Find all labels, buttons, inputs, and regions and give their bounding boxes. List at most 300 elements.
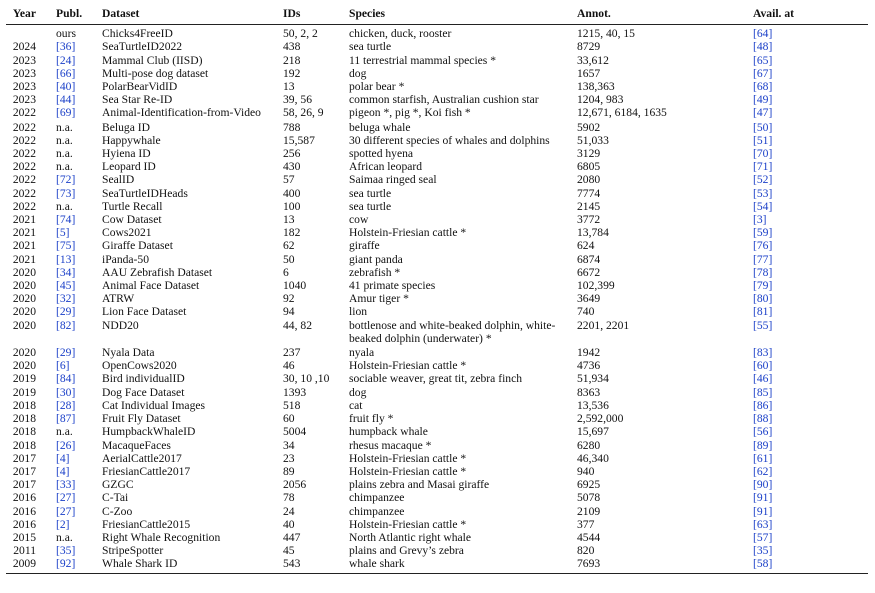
table-row (6, 452, 868, 465)
cell-species: sea turtle (349, 40, 392, 54)
table-row (6, 305, 868, 318)
cell-publ[interactable]: [5] (56, 226, 70, 240)
table-row (6, 531, 868, 544)
cell-ids: 94 (283, 305, 295, 319)
cell-dataset: Cows2021 (102, 226, 152, 240)
cell-publ[interactable]: [32] (56, 292, 76, 306)
cell-species: 41 primate species (349, 279, 436, 293)
cell-species: rhesus macaque * (349, 438, 432, 452)
cell-annot: 377 (577, 517, 595, 531)
cell-year (6, 25, 42, 41)
cell-avail[interactable]: [80] (753, 292, 773, 306)
cell-avail[interactable]: [67] (753, 66, 773, 80)
cell-publ[interactable]: [74] (56, 213, 76, 227)
table-row (6, 239, 868, 252)
cell-avail[interactable]: [52] (753, 173, 773, 187)
cell-ids: 2056 (283, 478, 307, 492)
cell-year: 2020 (12, 305, 36, 319)
cell-publ[interactable]: [27] (56, 504, 76, 518)
cell-dataset: GZGC (102, 478, 134, 492)
cell-ids: 50, 2, 2 (283, 27, 318, 41)
table-row (6, 93, 868, 106)
table-header-row (6, 4, 868, 25)
table-row (6, 425, 868, 438)
header-annot: Annot. (575, 4, 701, 25)
cell-avail[interactable]: [3] (753, 213, 767, 227)
cell-species: humpback whale (349, 425, 428, 439)
cell-avail[interactable]: [57] (753, 530, 773, 544)
cell-publ[interactable]: [66] (56, 66, 76, 80)
cell-annot: 1215, 40, 15 (577, 27, 635, 41)
cell-annot: 8729 (577, 40, 601, 54)
cell-dataset: Mammal Club (IISD) (102, 53, 203, 67)
cell-avail[interactable]: [91] (753, 504, 773, 518)
cell-species: Holstein-Friesian cattle * (349, 464, 467, 478)
cell-dataset: Animal-Identification-from-Video (102, 106, 261, 120)
table-row (6, 106, 868, 120)
cell-ids: 24 (283, 504, 295, 518)
cell-avail[interactable]: [49] (753, 93, 773, 107)
cell-ids: 1040 (283, 279, 307, 293)
table-row (6, 386, 868, 399)
header-year: Year (6, 4, 42, 25)
datasets-table (6, 4, 868, 574)
cell-dataset: Happywhale (102, 133, 161, 147)
cell-dataset: iPanda-50 (102, 252, 150, 266)
cell-publ[interactable]: [24] (56, 53, 76, 67)
cell-species: pigeon *, pig *, Koi fish * (349, 106, 471, 120)
header-publ: Publ. (42, 4, 100, 25)
table-row (6, 253, 868, 266)
cell-species: chicken, duck, rooster (349, 27, 452, 41)
cell-year: 2023 (12, 53, 36, 67)
cell-avail[interactable]: [55] (753, 318, 773, 332)
cell-ids: 543 (281, 557, 347, 573)
table-row (6, 213, 868, 226)
table-row (6, 54, 868, 67)
cell-ids: 192 (283, 66, 301, 80)
cell-species: dog (349, 385, 367, 399)
cell-species: polar bear * (349, 80, 405, 94)
cell-avail[interactable]: [63] (753, 517, 773, 531)
cell-publ[interactable]: [33] (56, 478, 76, 492)
cell-avail[interactable]: [35] (753, 544, 773, 558)
cell-year: 2018 (12, 398, 36, 412)
cell-publ[interactable]: [75] (56, 239, 76, 253)
cell-annot: 6925 (577, 478, 601, 492)
cell-dataset: Bird individualID (102, 372, 185, 386)
cell-dataset: ATRW (102, 292, 135, 306)
cell-year: 2021 (12, 226, 36, 240)
cell-avail[interactable]: [58] (701, 557, 868, 573)
cell-dataset: Lion Face Dataset (102, 305, 187, 319)
cell-avail[interactable]: [79] (753, 279, 773, 293)
cell-ids: 218 (283, 53, 301, 67)
table-row (6, 147, 868, 160)
cell-annot: 1204, 983 (577, 93, 624, 107)
cell-year: 2020 (12, 292, 36, 306)
cell-ids: 39, 56 (283, 93, 312, 107)
cell-ids: 34 (283, 438, 295, 452)
cell-publ[interactable]: [29] (56, 305, 76, 319)
cell-ids: 1393 (283, 385, 307, 399)
cell-publ[interactable]: [34] (56, 265, 76, 279)
cell-ids: 60 (283, 412, 295, 426)
cell-year: 2015 (12, 530, 36, 544)
cell-ids: 40 (283, 517, 295, 531)
cell-avail[interactable]: [54] (753, 199, 773, 213)
cell-annot: 2109 (577, 504, 601, 518)
cell-annot: 6672 (577, 265, 601, 279)
header-dataset: Dataset (100, 4, 281, 25)
cell-publ: n.a. (56, 147, 73, 161)
cell-publ[interactable]: [69] (56, 106, 76, 120)
cell-publ[interactable]: [26] (56, 438, 76, 452)
cell-species: whale shark (347, 557, 575, 573)
cell-publ[interactable]: [13] (56, 252, 76, 266)
cell-dataset: NDD20 (102, 318, 139, 332)
cell-avail[interactable]: [62] (753, 464, 773, 478)
cell-publ[interactable]: [36] (56, 40, 76, 54)
cell-dataset: Leopard ID (102, 160, 156, 174)
cell-dataset: StripeSpotter (102, 544, 164, 558)
cell-publ[interactable]: [45] (56, 279, 76, 293)
cell-species: giant panda (349, 252, 403, 266)
cell-ids: 788 (283, 120, 301, 134)
table-row (6, 544, 868, 557)
cell-species: African leopard (349, 160, 423, 174)
cell-publ[interactable]: [29] (56, 346, 76, 360)
cell-annot: 13,784 (577, 226, 609, 240)
cell-avail[interactable]: [70] (753, 147, 773, 161)
cell-avail[interactable]: [65] (753, 53, 773, 67)
cell-publ: n.a. (56, 425, 73, 439)
cell-year: 2020 (12, 279, 36, 293)
cell-annot: 3772 (577, 213, 601, 227)
table-row (6, 491, 868, 504)
cell-species: plains and Grevy’s zebra (349, 544, 464, 558)
cell-ids: 400 (283, 186, 301, 200)
cell-year: 2020 (12, 318, 36, 332)
cell-dataset: HumpbackWhaleID (102, 425, 196, 439)
cell-dataset: FriesianCattle2015 (102, 517, 191, 531)
table-row (6, 319, 868, 346)
cell-publ[interactable]: [35] (56, 544, 76, 558)
cell-dataset: C-Tai (102, 491, 129, 505)
cell-ids: 237 (283, 346, 301, 360)
cell-year: 2017 (12, 464, 36, 478)
cell-dataset: Sea Star Re-ID (102, 93, 173, 107)
cell-annot: 6280 (577, 438, 601, 452)
cell-ids: 46 (283, 359, 295, 373)
cell-ids: 518 (283, 398, 301, 412)
cell-avail[interactable]: [53] (753, 186, 773, 200)
cell-annot: 4544 (577, 530, 601, 544)
cell-ids: 50 (283, 252, 295, 266)
cell-avail[interactable]: [56] (753, 425, 773, 439)
cell-species: North Atlantic right whale (349, 530, 472, 544)
cell-avail[interactable]: [91] (753, 491, 773, 505)
cell-avail[interactable]: [64] (753, 27, 773, 41)
cell-year: 2019 (12, 372, 36, 386)
cell-publ[interactable]: [2] (56, 517, 70, 531)
cell-dataset: Cow Dataset (102, 213, 162, 227)
cell-avail[interactable]: [83] (753, 346, 773, 360)
cell-avail[interactable]: [51] (753, 133, 773, 147)
cell-annot: 740 (577, 305, 595, 319)
table-row (6, 279, 868, 292)
cell-avail[interactable]: [78] (753, 265, 773, 279)
table-row (6, 518, 868, 531)
cell-dataset: Nyala Data (102, 346, 155, 360)
cell-avail[interactable]: [81] (753, 305, 773, 319)
cell-avail[interactable]: [61] (753, 451, 773, 465)
cell-species: fruit fly * (349, 412, 394, 426)
cell-annot: 3129 (577, 147, 601, 161)
cell-avail[interactable]: [48] (753, 40, 773, 54)
cell-year: 2011 (13, 544, 36, 558)
cell-year: 2021 (12, 252, 36, 266)
header-avail: Avail. at (701, 4, 868, 25)
cell-publ[interactable]: [92] (42, 557, 100, 573)
cell-publ: ours (56, 27, 76, 41)
cell-ids: 6 (283, 265, 289, 279)
cell-ids: 13 (283, 80, 295, 94)
cell-ids: 100 (283, 199, 301, 213)
cell-year: 2022 (12, 186, 36, 200)
cell-annot: 46,340 (577, 451, 609, 465)
cell-ids: 15,587 (283, 133, 315, 147)
cell-dataset: Chicks4FreeID (102, 27, 173, 41)
cell-year: 2022 (12, 160, 36, 174)
cell-dataset: Fruit Fly Dataset (102, 412, 181, 426)
cell-avail[interactable]: [50] (753, 120, 773, 134)
cell-year: 2023 (12, 66, 36, 80)
cell-year: 2022 (12, 120, 36, 134)
table-row (6, 40, 868, 53)
cell-species: beluga whale (349, 120, 411, 134)
cell-species: chimpanzee (349, 491, 405, 505)
cell-publ[interactable]: [30] (56, 385, 76, 399)
table-row (6, 226, 868, 239)
cell-year: 2020 (12, 346, 36, 360)
cell-ids: 92 (283, 292, 295, 306)
cell-year: 2018 (12, 438, 36, 452)
cell-ids: 57 (283, 173, 295, 187)
cell-species: Saimaa ringed seal (349, 173, 437, 187)
cell-year: 2017 (12, 451, 36, 465)
cell-year: 2022 (12, 199, 36, 213)
cell-year: 2019 (12, 385, 36, 399)
header-ids: IDs (281, 4, 347, 25)
cell-avail[interactable]: [59] (753, 226, 773, 240)
cell-annot: 13,536 (577, 398, 609, 412)
cell-publ[interactable]: [73] (56, 186, 76, 200)
table-row (6, 505, 868, 518)
cell-publ[interactable]: [87] (56, 412, 76, 426)
cell-species: sociable weaver, great tit, zebra finch (349, 372, 523, 386)
cell-dataset: Cat Individual Images (102, 398, 206, 412)
table-row (6, 200, 868, 213)
cell-year: 2018 (12, 412, 36, 426)
cell-dataset: AerialCattle2017 (102, 451, 182, 465)
cell-year: 2009 (6, 557, 42, 573)
table-row (6, 67, 868, 80)
cell-year: 2016 (12, 491, 36, 505)
cell-year: 2016 (12, 517, 36, 531)
cell-avail[interactable]: [46] (753, 372, 773, 386)
cell-avail[interactable]: [89] (753, 438, 773, 452)
cell-publ[interactable]: [28] (56, 398, 76, 412)
cell-year: 2020 (12, 265, 36, 279)
cell-year: 2022 (12, 106, 36, 120)
cell-avail[interactable]: [88] (753, 412, 773, 426)
cell-species: common starfish, Australian cushion star (349, 93, 539, 107)
cell-year: 2022 (12, 133, 36, 147)
cell-publ[interactable]: [82] (56, 318, 76, 332)
cell-dataset: PolarBearVidID (102, 80, 178, 94)
table-row (6, 372, 868, 385)
cell-ids: 30, 10 ,10 (283, 372, 330, 386)
cell-annot: 138,363 (577, 80, 615, 94)
cell-avail[interactable]: [60] (753, 359, 773, 373)
cell-dataset: Turtle Recall (102, 199, 163, 213)
cell-ids: 23 (283, 451, 295, 465)
cell-annot: 15,697 (577, 425, 609, 439)
table-row (6, 25, 868, 41)
cell-ids: 5004 (283, 425, 307, 439)
table-row (6, 399, 868, 412)
table-row (6, 478, 868, 491)
cell-ids: 430 (283, 160, 301, 174)
cell-publ[interactable]: [44] (56, 93, 76, 107)
cell-dataset: MacaqueFaces (102, 438, 171, 452)
cell-publ[interactable]: [4] (56, 464, 70, 478)
cell-publ[interactable]: [6] (56, 359, 70, 373)
cell-ids: 58, 26, 9 (283, 106, 324, 120)
cell-publ[interactable]: [72] (56, 173, 76, 187)
cell-dataset: Giraffe Dataset (102, 239, 173, 253)
cell-annot: 12,671, 6184, 1635 (577, 106, 667, 120)
cell-species: sea turtle (349, 186, 392, 200)
cell-species: sea turtle (349, 199, 392, 213)
cell-avail[interactable]: [47] (753, 106, 773, 120)
cell-annot: 33,612 (577, 53, 609, 67)
cell-ids: 62 (283, 239, 295, 253)
cell-year: 2024 (12, 40, 36, 54)
table-row (6, 557, 868, 573)
cell-annot: 2201, 2201 (577, 318, 630, 332)
cell-species: Holstein-Friesian cattle * (349, 451, 467, 465)
cell-annot: 51,033 (577, 133, 609, 147)
cell-avail[interactable]: [68] (753, 80, 773, 94)
cell-ids: 78 (283, 491, 295, 505)
cell-year: 2021 (12, 239, 36, 253)
cell-year: 2022 (12, 147, 36, 161)
table-row (6, 160, 868, 173)
cell-dataset: Dog Face Dataset (102, 385, 185, 399)
cell-dataset: OpenCows2020 (102, 359, 177, 373)
cell-annot: 8363 (577, 385, 601, 399)
table-body (6, 25, 868, 573)
cell-publ[interactable]: [40] (56, 80, 76, 94)
cell-species: cow (349, 213, 369, 227)
cell-ids: 447 (283, 530, 301, 544)
cell-ids: 44, 82 (283, 318, 312, 332)
cell-dataset: Multi-pose dog dataset (102, 66, 209, 80)
cell-species: bottlenose and white-beaked dolphin, white-beaked dolphin (underwater) * (349, 318, 556, 345)
cell-publ: n.a. (56, 160, 73, 174)
cell-annot: 7693 (575, 557, 701, 573)
cell-dataset: AAU Zebrafish Dataset (102, 265, 213, 279)
cell-ids: 256 (283, 147, 301, 161)
cell-annot: 940 (577, 464, 595, 478)
cell-ids: 13 (283, 213, 295, 227)
table-row (6, 187, 868, 200)
cell-dataset: FriesianCattle2017 (102, 464, 191, 478)
cell-year: 2023 (12, 80, 36, 94)
cell-avail[interactable]: [77] (753, 252, 773, 266)
cell-year: 2017 (12, 478, 36, 492)
cell-species: zebrafish * (349, 265, 401, 279)
cell-species: giraffe (349, 239, 380, 253)
cell-dataset: Beluga ID (102, 120, 150, 134)
cell-species: Holstein-Friesian cattle * (349, 226, 467, 240)
cell-dataset: SeaTurtleID2022 (102, 40, 183, 54)
table-row (6, 465, 868, 478)
cell-year: 2023 (12, 93, 36, 107)
cell-publ[interactable]: [4] (56, 451, 70, 465)
cell-publ[interactable]: [27] (56, 491, 76, 505)
table-row (6, 346, 868, 359)
table-row (6, 266, 868, 279)
cell-species: 11 terrestrial mammal species * (349, 53, 497, 67)
cell-ids: 45 (283, 544, 295, 558)
cell-species: chimpanzee (349, 504, 405, 518)
cell-annot: 820 (577, 544, 595, 558)
cell-species: spotted hyena (349, 147, 414, 161)
cell-avail[interactable]: [90] (753, 478, 773, 492)
cell-publ: n.a. (56, 530, 73, 544)
cell-annot: 2,592,000 (577, 412, 624, 426)
cell-annot: 5078 (577, 491, 601, 505)
table-row (6, 359, 868, 372)
cell-annot: 4736 (577, 359, 601, 373)
cell-ids: 89 (283, 464, 295, 478)
cell-annot: 7774 (577, 186, 601, 200)
table-row (6, 121, 868, 134)
cell-avail[interactable]: [86] (753, 398, 773, 412)
cell-avail[interactable]: [71] (753, 160, 773, 174)
cell-dataset: SealID (102, 173, 135, 187)
cell-dataset: Animal Face Dataset (102, 279, 200, 293)
cell-dataset: C-Zoo (102, 504, 133, 518)
header-species: Species (347, 4, 575, 25)
cell-publ[interactable]: [84] (56, 372, 76, 386)
cell-species: Holstein-Friesian cattle * (349, 359, 467, 373)
cell-species: lion (349, 305, 368, 319)
table-row (6, 80, 868, 93)
cell-avail[interactable]: [76] (753, 239, 773, 253)
cell-avail[interactable]: [85] (753, 385, 773, 399)
cell-dataset: Whale Shark ID (100, 557, 281, 573)
cell-year: 2021 (12, 213, 36, 227)
cell-annot: 3649 (577, 292, 601, 306)
cell-ids: 182 (283, 226, 301, 240)
cell-year: 2018 (12, 425, 36, 439)
cell-year: 2022 (12, 173, 36, 187)
cell-annot: 102,399 (577, 279, 615, 293)
